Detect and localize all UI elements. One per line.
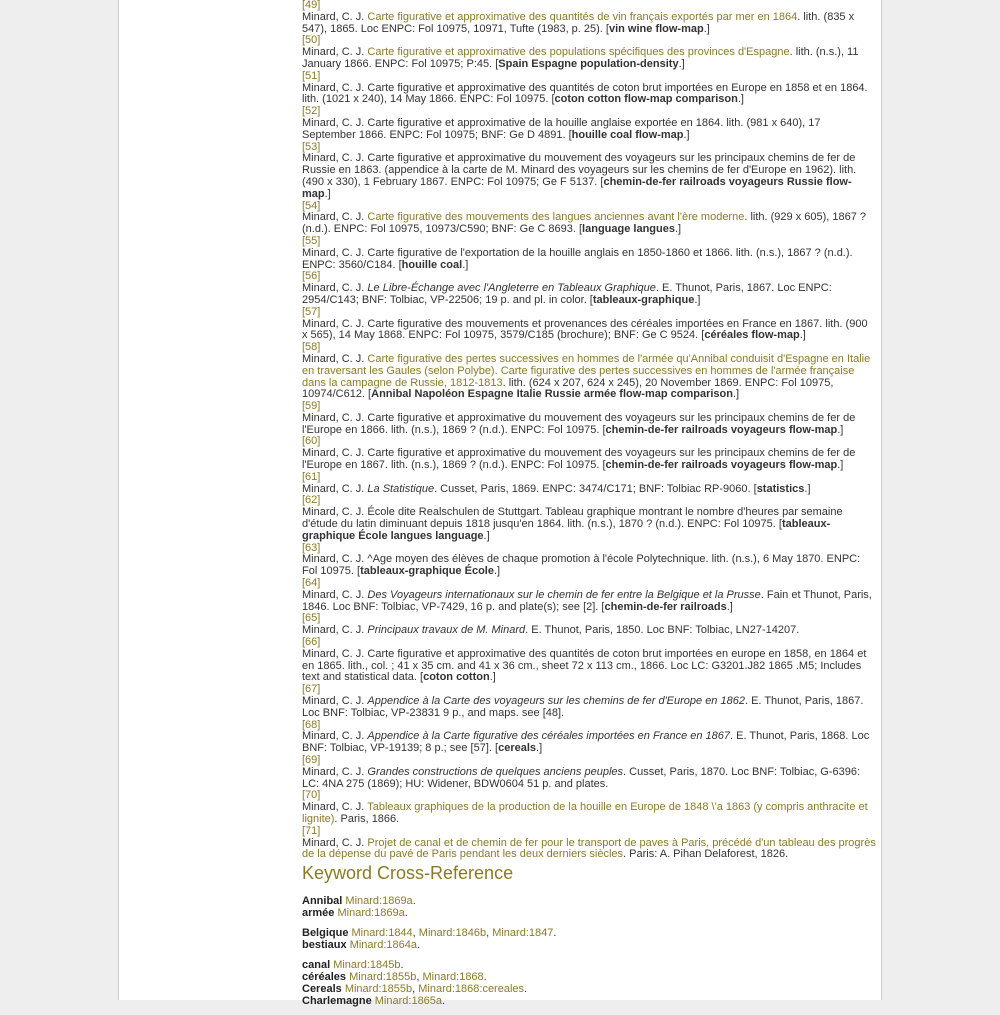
entry-text: . lith. (n.s.), 11 January 1866. ENPC: Fol 10975; P:45. [ <box>302 46 859 70</box>
keyword-term: céréales <box>302 971 347 984</box>
keyword-ref-link[interactable]: Minard:1868:cereales <box>418 983 525 996</box>
keyword-group <box>302 959 876 1007</box>
entry-text: .] <box>674 223 682 236</box>
entry-text: . Paris, 1866. <box>334 812 400 825</box>
entry-text: .] <box>733 388 740 401</box>
bibliography-entry <box>302 448 876 472</box>
bibliography-entry <box>302 319 876 343</box>
reference-number[interactable]: [49] <box>302 0 321 11</box>
keywords: houille coal flow-map <box>571 128 684 141</box>
reference-number[interactable]: [69] <box>302 754 321 766</box>
book-title: Principaux travaux de M. Minard <box>367 624 526 637</box>
reference-number[interactable]: [67] <box>302 683 321 696</box>
keyword-ref-link[interactable]: Minard:1844 <box>351 927 413 940</box>
keyword-entry: canal Minard:1845b. <box>302 959 404 972</box>
keyword-cross-reference-heading: Keyword Cross-Reference <box>302 863 514 884</box>
bibliography-entry <box>302 649 876 684</box>
entry-text: .] <box>837 459 844 472</box>
book-title: Des Voyageurs internationaux sur le chemin de fer entre la Belgique et la Prusse <box>367 588 761 601</box>
keywords: tableaux-graphique <box>592 293 695 306</box>
title-link[interactable]: Tableaux graphiques de la production de la houille en Europe de 1848 \'a 1863 (y compris anthracite et lignite) <box>302 801 868 825</box>
keywords: céréales flow-map <box>704 329 800 342</box>
entry-text: Minard, C. J. Carte figurative et approximative du mouvement des voyageurs sur les principaux chemins de fer de Russie en 1863. (appendice à la carte de M. Minard des voyageurs sur les chemins de fer d'Europe en 1962). lith. (490 x 330), 1 February 1867. ENPC: Fol 10975; Ge F 5137. [ <box>302 152 857 188</box>
reference-number[interactable]: [64] <box>302 577 321 590</box>
keyword-term: Annibal <box>302 895 343 908</box>
main-content <box>302 0 876 1015</box>
entry-text: Minard, C. J. <box>302 624 368 637</box>
keywords: tableaux-graphique École langues language <box>302 518 831 542</box>
entry-text: .] <box>804 482 811 495</box>
keywords: Spain Espagne population-density <box>498 57 679 70</box>
bibliography-entry <box>302 590 876 614</box>
entry-text: Minard, C. J. Carte figurative et approximative du mouvement des voyageurs sur les principaux chemins de fer de l'Europe en 1867. lith. (n.s.), 1869 ? (n.d.). ENPC: Fol 10975. [ <box>302 447 856 472</box>
book-title: Grandes constructions de quelques anciens peuples <box>367 765 624 778</box>
reference-number[interactable]: [63] <box>302 541 321 554</box>
keyword-term: armée <box>302 907 335 920</box>
keyword-ref-link[interactable]: Minard:1855b <box>344 983 413 996</box>
keyword-entry: Charlemagne Minard:1865a. <box>302 995 446 1008</box>
keywords: houille coal <box>401 258 463 271</box>
keywords: chemin-de-fer railroads voyageurs Russie flow-map <box>302 175 852 200</box>
entry-text: .] <box>489 671 496 684</box>
book-title: Appendice à la Carte des voyageurs sur les chemins de fer d'Europe en 1862 <box>367 695 745 708</box>
entry-text: .] <box>462 258 469 271</box>
keyword-entry: armée Minard:1869a. <box>302 907 408 920</box>
bibliography-entry <box>302 731 876 755</box>
title-link[interactable]: Carte figurative et approximative des populations spécifiques des provinces d'Espagne <box>367 46 790 59</box>
title-link[interactable]: Carte figurative des pertes successives en hommes de l'armée qu'Annibal conduisit d'Espagne en Italie en traversant les Gaules (selon Polybe). Carte figurative des pertes successives en hommes de l'armée française dans la campagne de Russie, 1812-1813 <box>302 352 871 389</box>
keyword-ref-link[interactable]: Minard:1846b <box>418 927 487 940</box>
entry-text: . lith. (624 x 207, 624 x 245), 20 November 1869. ENPC: Fol 10975, 10974/C612. [ <box>302 376 834 401</box>
bibliography-entry <box>302 484 876 496</box>
entry-text: .] <box>483 529 490 542</box>
bibliography-entry <box>302 118 876 142</box>
keyword-ref-link[interactable]: Minard:1865a <box>374 995 443 1008</box>
keyword-term: Cereals <box>302 983 342 996</box>
entry-text: Minard, C. J. Carte figurative et approximative des quantités de coton brut importées en Europe en 1858 et en 1864. lith. (1021 x 240), 14 May 1866. ENPC: Fol 10975. [ <box>302 81 868 106</box>
keyword-term: bestiaux <box>302 939 347 952</box>
reference-number[interactable]: [52] <box>302 105 321 118</box>
entry-text: .] <box>837 423 844 436</box>
keywords: cereals <box>498 742 537 755</box>
bibliography-entry <box>302 212 876 236</box>
keyword-term: Charlemagne <box>302 995 372 1008</box>
bibliography-list <box>302 0 876 861</box>
keywords: chemin-de-fer railroads voyageurs flow-map <box>605 423 838 436</box>
entry-text: . Cusset, Paris, 1869. ENPC: 3474/C171; BNF: Tolbiac RP-9060. [ <box>434 482 757 495</box>
book-title: Le Libre-Échange avec l'Angleterre en Tableaux Graphique <box>367 282 656 295</box>
keywords: language langues <box>582 223 675 236</box>
entry-text: .] <box>493 565 501 578</box>
reference-number[interactable]: [51] <box>302 69 321 82</box>
keyword-group <box>302 895 876 919</box>
book-title: La Statistique <box>367 482 435 495</box>
reference-number[interactable]: [54] <box>302 199 321 212</box>
entry-text: Minard, C. J. <box>302 352 368 365</box>
bibliography-entry <box>302 83 876 107</box>
bibliography-entry <box>302 354 876 401</box>
reference-number[interactable]: [55] <box>302 234 321 247</box>
bibliography-entry <box>302 554 876 578</box>
bibliography-entry <box>302 283 876 307</box>
entry-text: . Fain et Thunot, Paris, 1846. Loc BNF: Tolbiac, VP-7429, 16 p. and plate(s); see [2]. [ <box>302 588 872 613</box>
keywords: chemin-de-fer railroads voyageurs flow-map <box>605 459 838 472</box>
reference-number[interactable]: [62] <box>302 494 321 507</box>
reference-number[interactable]: [56] <box>302 270 321 283</box>
entry-text: Minard, C. J. Carte figurative de l'exportation de la houille anglais en 1850-1860 et 1866. lith. (n.s.), 1867 ? (n.d.). ENPC: 3560/C184. [ <box>302 246 853 271</box>
reference-number[interactable]: [65] <box>302 612 321 625</box>
entry-text: Minard, C. J. Carte figurative et approximative des quantités de coton brut importées en europe en 1858, en 1864 et en 1865. lith., col. ; 41 x 35 cm. and 41 x 36 cm., sheet 72 x 113 cm., 1866. Loc LC: G3201.J82 1865 .M5; Includes text and statistical data. [ <box>302 647 867 684</box>
reference-number[interactable]: [66] <box>302 636 321 649</box>
keywords: coton cotton flow-map comparison <box>554 93 738 106</box>
keywords: tableaux-graphique École <box>360 565 494 578</box>
bibliography-entry <box>302 413 876 437</box>
keywords: Annibal Napoléon Espagne Italie Russie armée flow-map comparison <box>371 388 733 401</box>
bibliography-entry <box>302 153 876 200</box>
reference-number[interactable]: [59] <box>302 400 321 413</box>
keywords: vin wine flow-map <box>608 22 704 35</box>
entry-text: Minard, C. J. Carte figurative et approximative de la houille anglaise exportée en 1864. lith. (981 x 640), 17 September 1866. ENPC: Fol 10975; BNF: Ge D 4891. [ <box>302 116 821 141</box>
entry-text: Minard, C. J. <box>302 836 368 849</box>
title-link[interactable]: Carte figurative des mouvements des langues anciennes avant l'ère moderne <box>367 211 745 224</box>
entry-text: Minard, C. J. Carte figurative des mouvements et provenances des céréales importées en France en 1867. lith. (900 x 565), 14 May 1868. ENPC: Fol 10975, 3579/C185 (brochure); BNF: Ge C 9524. [ <box>302 317 868 342</box>
book-title: Appendice à la Carte figurative des céréales importées en France en 1867 <box>367 730 731 743</box>
bibliography-entry <box>302 838 876 862</box>
reference-number[interactable]: [61] <box>302 470 321 483</box>
keyword-ref-link[interactable]: Minard:1864a <box>349 939 417 952</box>
entry-text: . Paris: A. Pihan Delaforest, 1826. <box>623 848 789 861</box>
keyword-ref-link[interactable]: Minard:1855b <box>349 971 417 984</box>
entry-text: Minard, C. J. <box>302 282 368 295</box>
entry-text: . Cusset, Paris, 1870. Loc BNF: Tolbiac, G-6396: LC: 4NA 275 (1869); HU: Widener, BDW0604 51 p. and plates. <box>302 765 861 790</box>
entry-text: .] <box>737 93 744 106</box>
entry-text: Minard, C. J. <box>302 588 368 601</box>
entry-text: Minard, C. J. Carte figurative et approximative du mouvement des voyageurs sur les principaux chemins de fer de l'Europe en 1866. lith. (n.s.), 1869 ? (n.d.). ENPC: Fol 10975. [ <box>302 411 856 436</box>
keywords: coton cotton <box>423 671 490 684</box>
bibliography-entry <box>302 12 876 36</box>
bibliography-entry <box>302 47 876 71</box>
entry-text: .] <box>726 600 733 613</box>
title-link[interactable]: Carte figurative et approximative des quantités de vin français exportés par mer en 1864 <box>367 10 798 23</box>
entry-text: Minard, C. J. <box>302 730 368 743</box>
entry-text: . E. Thunot, Paris, 1867. Loc ENPC: 2954/C143; BNF: Tolbiac, VP-22506; 19 p. and pl. in color. [ <box>302 282 832 306</box>
keyword-ref-link[interactable]: Minard:1845b <box>333 959 401 972</box>
entry-text: .] <box>694 293 701 306</box>
entry-text: . lith. (929 x 605), 1867 ? (n.d.). ENPC: Fol 10975, 10973/C590; BNF: Ge C 8693. [ <box>302 211 867 236</box>
reference-number[interactable]: [60] <box>302 435 321 448</box>
entry-text: Minard, C. J. <box>302 10 368 23</box>
reference-number[interactable]: [53] <box>302 140 321 153</box>
keyword-ref-link[interactable]: Minard:1847 <box>492 927 554 940</box>
entry-text: Minard, C. J. <box>302 801 368 814</box>
bibliography-entry <box>302 767 876 791</box>
keywords: chemin-de-fer railroads <box>604 600 727 613</box>
entry-text: Minard, C. J. <box>302 211 368 224</box>
reference-number[interactable]: [50] <box>302 34 321 47</box>
entry-text: . lith. (835 x 547), 1865. Loc ENPC: Fol 10975, 10971, Tufte (1983, p. 25). [ <box>302 10 855 35</box>
entry-text: . E. Thunot, Paris, 1850. Loc BNF: Tolbiac, LN27-14207. <box>525 624 800 637</box>
keyword-group <box>302 927 876 951</box>
reference-number[interactable]: [68] <box>302 718 321 731</box>
keyword-ref-link[interactable]: Minard:1869a <box>337 907 405 920</box>
bibliography-entry <box>302 625 876 637</box>
keyword-entry: Cereals Minard:1855b, Minard:1868:cereales. <box>302 983 528 996</box>
entry-text: Minard, C. J. ^Age moyen des élèves de chaque promotion à l'école Polytechnique. lith. (n.s.), 6 May 1870. ENPC: Fol 10975. [ <box>302 553 861 578</box>
reference-number[interactable]: [57] <box>302 305 321 318</box>
entry-text: .] <box>324 187 331 200</box>
keyword-term: Belgique <box>302 927 349 940</box>
entry-text: Minard, C. J. <box>302 695 368 708</box>
entry-text: .] <box>703 22 710 35</box>
reference-number[interactable]: [70] <box>302 789 321 802</box>
entry-text: . E. Thunot, Paris, 1868. Loc BNF: Tolbiac, VP-19139; 8 p.; see [57]. [ <box>302 730 870 755</box>
entry-text: .] <box>683 128 690 141</box>
entry-text: Minard, C. J. <box>302 482 368 495</box>
page-sheet <box>118 0 882 1008</box>
entry-text: Minard, C. J. <box>302 46 368 59</box>
keyword-ref-link[interactable]: Minard:1868 <box>422 971 484 984</box>
title-link[interactable]: Projet de canal et de chemin de fer pour le transport de paves à Paris, précédé d'un tableau des progrès de la dépense du pavé de Paris pendant les deux derniers siècles <box>302 836 876 861</box>
bibliography-entry <box>302 802 876 826</box>
entry-text: .] <box>536 742 543 755</box>
bibliography-entry <box>302 696 876 720</box>
keyword-index <box>302 895 876 1007</box>
keyword-ref-link[interactable]: Minard:1869a <box>345 895 413 908</box>
entry-text: . E. Thunot, Paris, 1867. Loc BNF: Tolbiac, VP-23831 9 p., and maps. see [48]. <box>302 695 864 719</box>
reference-number[interactable]: [71] <box>302 824 321 837</box>
keyword-entry: céréales Minard:1855b, Minard:1868. <box>302 971 487 984</box>
keyword-entry: Belgique Minard:1844, Minard:1846b, Minard:1847. <box>302 927 557 940</box>
reference-number[interactable]: [58] <box>302 341 321 354</box>
keyword-term: canal <box>302 959 331 972</box>
bibliography-entry <box>302 507 876 542</box>
bibliography-entry <box>302 248 876 272</box>
entry-text: Minard, C. J. <box>302 765 368 778</box>
keyword-entry: Annibal Minard:1869a. <box>302 895 416 908</box>
entry-text: Minard, C. J. École dite Realschulen de Stuttgart. Tableau graphique montrant le nombre d'heures par semaine d'étude du latin diminuant depuis 1818 jusqu'en 1864. lith. (n.s.), 1870 ? (n.d.). ENPC: Fol 10975. [ <box>302 506 843 531</box>
entry-text: .] <box>678 57 685 70</box>
keyword-entry: bestiaux Minard:1864a. <box>302 939 421 952</box>
keywords: statistics <box>756 482 805 495</box>
entry-text: .] <box>799 329 806 342</box>
